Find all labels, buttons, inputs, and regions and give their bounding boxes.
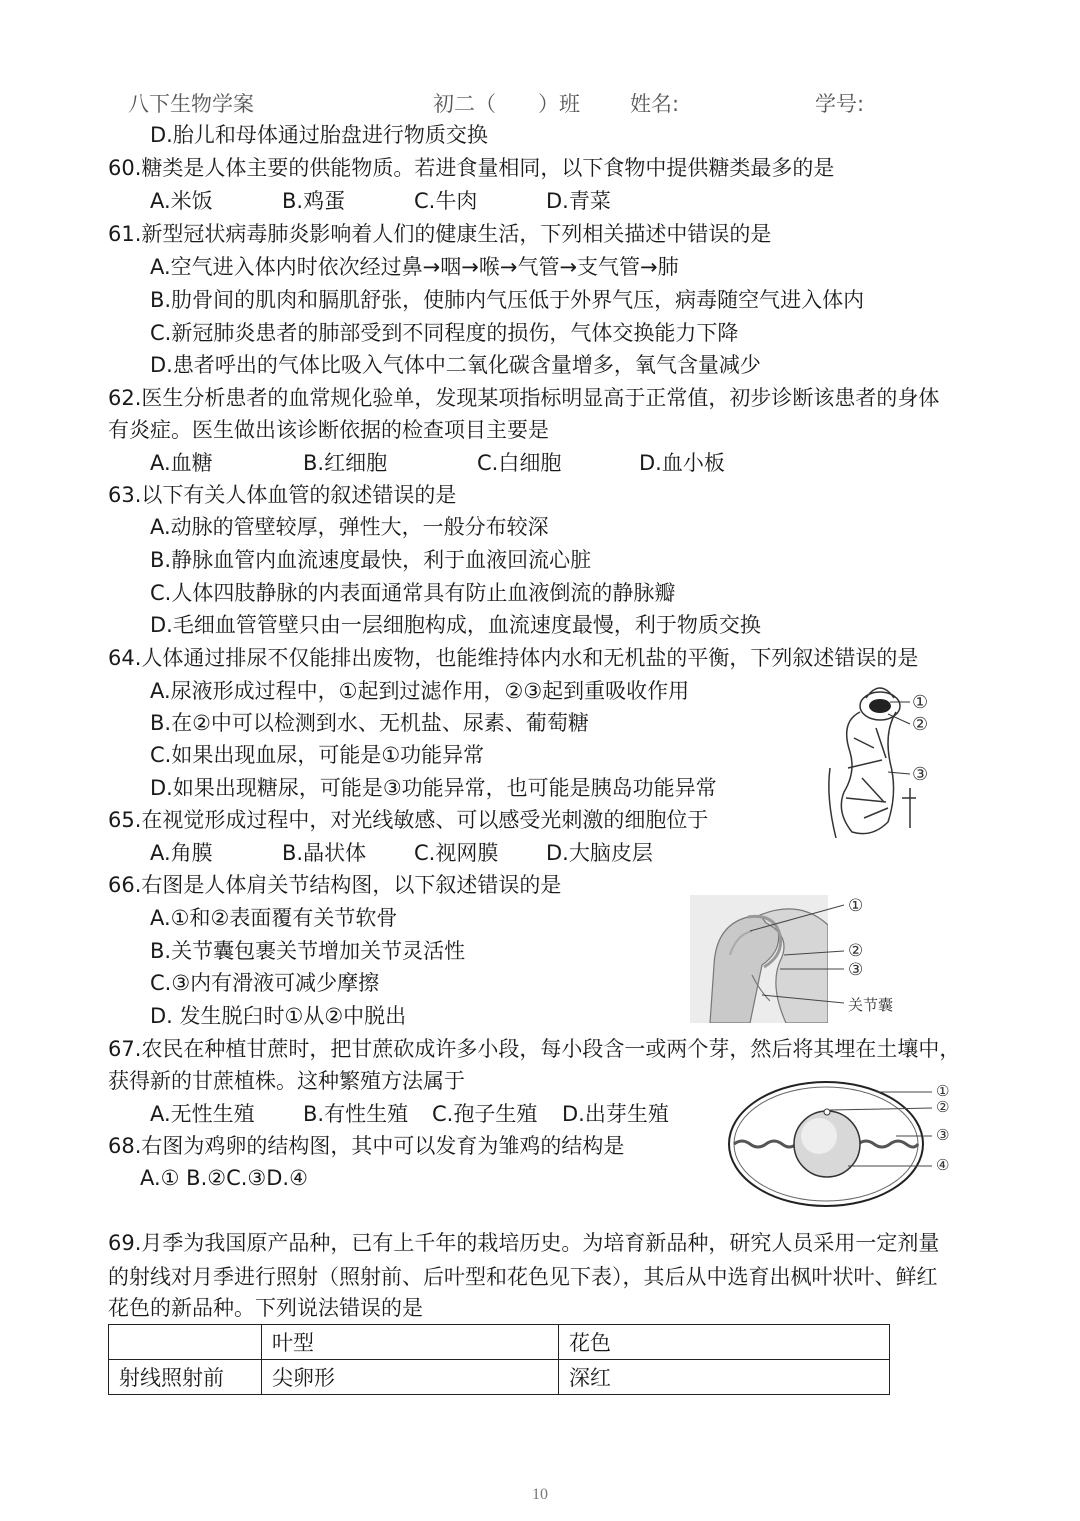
q64-option-c: C.如果出现血尿，可能是①功能异常 bbox=[150, 743, 485, 767]
shoulder-label-1: ① bbox=[848, 896, 864, 916]
q62-stem-line2: 有炎症。医生做出该诊断依据的检查项目主要是 bbox=[108, 418, 549, 442]
q62-option-a: A.血糖 bbox=[150, 451, 213, 475]
header-class: 初二（ ）班 bbox=[433, 92, 580, 116]
shoulder-label-2: ② bbox=[848, 941, 864, 961]
q62-option-b: B.红细胞 bbox=[303, 451, 388, 475]
chalaza-left bbox=[734, 1141, 796, 1147]
table-header-cell: 叶型 bbox=[262, 1325, 559, 1360]
q59-option-d: D.胎儿和母体通过胎盘进行物质交换 bbox=[150, 123, 488, 147]
q65-option-d: D.大脑皮层 bbox=[546, 841, 653, 865]
q68-stem: 68.右图为鸡卵的结构图，其中可以发育为雏鸡的结构是 bbox=[108, 1134, 625, 1158]
glomerulus-dark bbox=[869, 699, 891, 713]
q68-options: A.① B.②C.③D.④ bbox=[140, 1166, 308, 1190]
q69-table bbox=[108, 1324, 890, 1395]
q66-option-b: B.关节囊包裹关节增加关节灵活性 bbox=[150, 939, 466, 963]
q66-option-a: A.①和②表面覆有关节软骨 bbox=[150, 906, 398, 930]
q67-stem-line1: 67.农民在种植甘蔗时，把甘蔗砍成许多小段，每小段含一或两个芽，然后将其埋在土壤中， bbox=[108, 1037, 961, 1061]
shoulder-leader-lines bbox=[740, 895, 850, 1015]
q61-option-b: B.肋骨间的肌肉和膈肌舒张，使肺内气压低于外界气压，病毒随空气进入体内 bbox=[150, 288, 865, 312]
q60-option-d: D.青菜 bbox=[546, 189, 611, 213]
q60-stem: 60.糖类是人体主要的供能物质。若进食量相同，以下食物中提供糖类最多的是 bbox=[108, 156, 835, 180]
table-cell: 深红 bbox=[559, 1360, 890, 1395]
q67-stem-line2: 获得新的甘蔗植株。这种繁殖方法属于 bbox=[108, 1069, 465, 1093]
q62-option-d: D.血小板 bbox=[639, 451, 725, 475]
egg-label-2: ② bbox=[936, 1098, 950, 1116]
q60-option-c: C.牛肉 bbox=[414, 189, 478, 213]
table-cell: 尖卵形 bbox=[262, 1360, 559, 1395]
egg-label-4: ④ bbox=[936, 1156, 950, 1174]
q67-option-a: A.无性生殖 bbox=[150, 1102, 255, 1126]
q63-option-a: A.动脉的管壁较厚，弹性大，一般分布较深 bbox=[150, 515, 549, 539]
q66-option-d: D. 发生脱臼时①从②中脱出 bbox=[150, 1004, 407, 1028]
q63-option-c: C.人体四肢静脉的内表面通常具有防止血液倒流的静脉瓣 bbox=[150, 581, 676, 605]
q61-option-a: A.空气进入体内时依次经过鼻→咽→喉→气管→支气管→肺 bbox=[150, 255, 679, 279]
table-header-row bbox=[109, 1325, 890, 1360]
q65-option-a: A.角膜 bbox=[150, 841, 213, 865]
q69-stem-line3: 花色的新品种。下列说法错误的是 bbox=[108, 1296, 423, 1320]
egg-label-3: ③ bbox=[936, 1126, 950, 1144]
egg-label-1: ① bbox=[936, 1082, 950, 1100]
nephron-label-1: ① bbox=[912, 692, 929, 713]
q64-option-b: B.在②中可以检测到水、无机盐、尿素、葡萄糖 bbox=[150, 711, 589, 735]
q63-option-b: B.静脉血管内血流速度最快，利于血液回流心脏 bbox=[150, 548, 592, 572]
q64-option-d: D.如果出现糖尿，可能是③功能异常，也可能是胰岛功能异常 bbox=[150, 776, 717, 800]
table-header-cell: 花色 bbox=[559, 1325, 890, 1360]
q63-stem: 63.以下有关人体血管的叙述错误的是 bbox=[108, 483, 457, 507]
nephron-figure bbox=[818, 678, 948, 842]
egg-structure-figure bbox=[726, 1078, 952, 1214]
shoulder-label-3: ③ bbox=[848, 960, 864, 980]
q67-option-b: B.有性生殖 bbox=[303, 1102, 409, 1126]
q62-option-c: C.白细胞 bbox=[477, 451, 562, 475]
q67-option-c: C.孢子生殖 bbox=[432, 1102, 538, 1126]
q61-option-c: C.新冠肺炎患者的肺部受到不同程度的损伤，气体交换能力下降 bbox=[150, 321, 739, 345]
q62-stem-line1: 62.医生分析患者的血常规化验单，发现某项指标明显高于正常值，初步诊断该患者的身体 bbox=[108, 386, 940, 410]
nephron-label-2: ② bbox=[912, 714, 929, 735]
q64-stem: 64.人体通过排尿不仅能排出废物，也能维持体内水和无机盐的平衡，下列叙述错误的是 bbox=[108, 646, 919, 670]
table-header-cell bbox=[109, 1325, 262, 1360]
germinal-disc bbox=[824, 1109, 830, 1115]
shoulder-label-capsule: 关节囊 bbox=[848, 996, 894, 1014]
q61-stem: 61.新型冠状病毒肺炎影响着人们的健康生活，下列相关描述中错误的是 bbox=[108, 222, 772, 246]
table-row bbox=[109, 1360, 890, 1395]
q60-option-b: B.鸡蛋 bbox=[282, 189, 346, 213]
q67-option-d: D.出芽生殖 bbox=[562, 1102, 669, 1126]
header-course: 八下生物学案 bbox=[128, 92, 254, 116]
q64-option-a: A.尿液形成过程中，①起到过滤作用，②③起到重吸收作用 bbox=[150, 679, 690, 703]
q65-option-c: C.视网膜 bbox=[414, 841, 499, 865]
q65-stem: 65.在视觉形成过程中，对光线敏感、可以感受光刺激的细胞位于 bbox=[108, 808, 709, 832]
q66-stem: 66.右图是人体肩关节结构图，以下叙述错误的是 bbox=[108, 873, 562, 897]
q66-option-c: C.③内有滑液可减少摩擦 bbox=[150, 971, 380, 995]
q60-option-a: A.米饭 bbox=[150, 189, 213, 213]
page-number: 10 bbox=[532, 1486, 548, 1503]
q69-stem-line1: 69.月季为我国原产品种，已有上千年的栽培历史。为培育新品种，研究人员采用一定剂量 bbox=[108, 1231, 940, 1255]
chalaza-right bbox=[858, 1141, 918, 1147]
q61-option-d: D.患者呼出的气体比吸入气体中二氧化碳含量增多，氧气含量减少 bbox=[150, 353, 761, 377]
table-cell: 射线照射前 bbox=[109, 1360, 262, 1395]
q65-option-b: B.晶状体 bbox=[282, 841, 367, 865]
header-name: 姓名: bbox=[630, 92, 680, 116]
q63-option-d: D.毛细血管管壁只由一层细胞构成，血流速度最慢，利于物质交换 bbox=[150, 613, 761, 637]
q69-stem-line2: 的射线对月季进行照射（照射前、后叶型和花色见下表），其后从中选育出枫叶状叶、鲜红 bbox=[108, 1265, 938, 1289]
header-student-id: 学号: bbox=[815, 92, 865, 116]
nephron-label-3: ③ bbox=[912, 764, 929, 785]
